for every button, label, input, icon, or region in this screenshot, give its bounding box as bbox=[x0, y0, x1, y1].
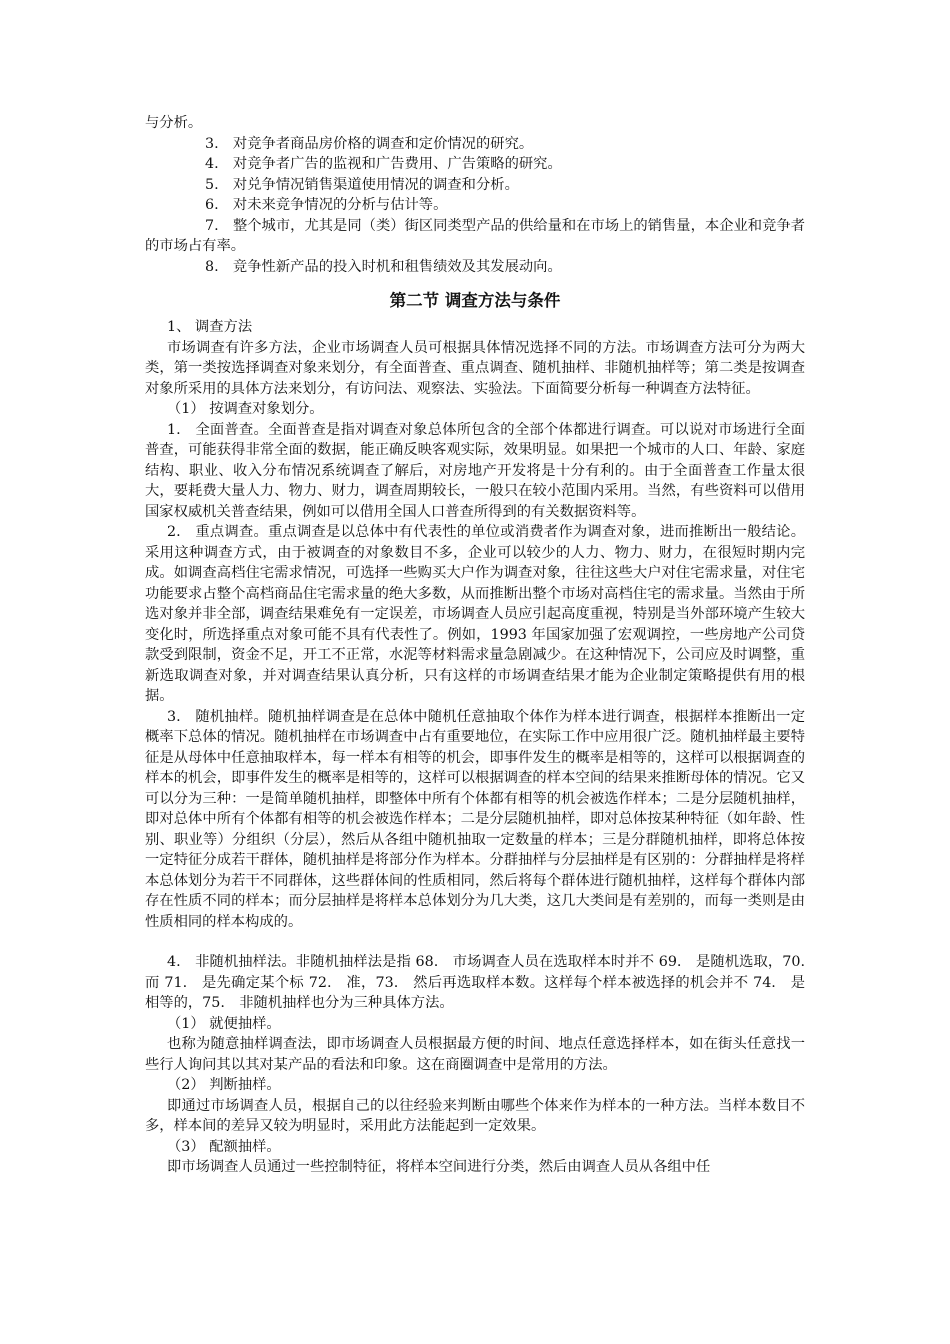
paragraph-nonrandom-sampling: 4. 非随机抽样法。非随机抽样法是指 68. 市场调查人员在选取样本时并不 69. 是随机选取，70. 而 71. 是先确定某个标 72. 准，73. 然后再选取样本数。这样每个样本被选择的机会并不 74. 是相等的，75. 非随机抽样也分为三种具体方法。 bbox=[145, 954, 820, 1011]
paragraph-key-survey: 2. 重点调查。重点调查是以总体中有代表性的单位或消费者作为调查对象，进而推断出一般结论。采用这种调查方式，由于被调查的对象数目不多，企业可以较少的人力、物力、财力，在很短时期内完成。如调查高档住宅需求情况，可选择一些购买大户作为调查对象，往往这些大户对住宅需求量，对住宅功能要求占整个高档商品住宅需求量的绝大多数，从而推断出整个市场对高档住宅的需求量。当然由于所选对象并非全部，调查结果难免有一定误差，市场调查人员应引起高度重视，特别是当外部环境产生较大变化时，所选择重点对象可能不具有代表性了。例如，1993 年国家加强了宏观调控，一些房地产公司贷款受到限制，资金不足，开工不正常，水泥等材料需求量急剧减少。在这种情况下，公司应及时调整，重新选取调查对象，并对调查结果认真分析，只有这样的市场调查结果才能为企业制定策略提供有用的根据。 bbox=[145, 524, 805, 704]
paragraph-census: 1. 全面普查。全面普查是指对调查对象总体所包含的全部个体都进行调查。可以说对市场进行全面普查，可能获得非常全面的数据，能正确反映客观实际，效果明显。如果把一个城市的人口、年龄、家庭结构、职业、收入分布情况系统调查了解后，对房地产开发将是十分有利的。由于全面普查工作量太很大，要耗费大量人力、物力、财力，调查周期较长，一般只在较小范围内采用。当然，有些资料可以借用国家权威机关普查结果，例如可以借用全国人口普查所得到的有关数据资料等。 bbox=[145, 421, 805, 520]
method-3-title: （3） 配额抽样。 bbox=[167, 1138, 281, 1155]
method-2-text: 即通过市场调查人员，根据自己的以往经验来判断由哪些个体来作为样本的一种方法。当样本数目不多，样本间的差异又较为明显时，采用此方法能起到一定效果。 bbox=[145, 1097, 805, 1134]
method-1-title: （1） 就便抽样。 bbox=[167, 1015, 281, 1032]
method-1-text: 也称为随意抽样调查法，即市场调查人员根据最方便的时间、地点任意选择样本，如在街头任意找一些行人询问其以其对某产品的看法和印象。这在商圈调查中是常用的方法。 bbox=[145, 1036, 805, 1073]
list-item-6: 6. 对未来竞争情况的分析与估计等。 bbox=[205, 197, 448, 213]
list-item-4: 4. 对竞争者广告的监视和广告费用、广告策略的研究。 bbox=[205, 156, 562, 172]
section-title: 第二节 调查方法与条件 bbox=[389, 291, 561, 310]
list-item-8: 8. 竞争性新产品的投入时机和租售绩效及其发展动向。 bbox=[205, 258, 562, 275]
list-item-7: 7. 整个城市，尤其是同（类）街区同类型产品的供给量和在市场上的销售量，本企业和竞争者的市场占有率。 bbox=[145, 217, 805, 254]
paragraph-continuation: 与分析。 bbox=[145, 115, 203, 131]
list-item-3: 3. 对竞争者商品房价格的调查和定价情况的研究。 bbox=[205, 135, 534, 152]
list-item-5: 5. 对兑争情况销售渠道使用情况的调查和分析。 bbox=[205, 176, 519, 193]
intro-paragraph: 市场调查有许多方法，企业市场调查人员可根据具体情况选择不同的方法。市场调查方法可分为两大类，第一类按选择调查对象来划分，有全面普查、重点调查、随机抽样、非随机抽样等；第二类是按调查对象所采用的具体方法来划分，有访问法、观察法、实验法。下面简要分析每一种调查方法特征。 bbox=[145, 339, 805, 397]
subheading-survey-methods: 1、 调查方法 bbox=[167, 319, 253, 335]
method-2-title: （2） 判断抽样。 bbox=[167, 1077, 281, 1093]
method-3-text: 即市场调查人员通过一些控制特征，将样本空间进行分类，然后由调查人员从各组中任 bbox=[167, 1159, 711, 1175]
subheading-by-object: （1） 按调查对象划分。 bbox=[167, 401, 324, 417]
paragraph-random-sampling: 3. 随机抽样。随机抽样调查是在总体中随机任意抽取个体作为样本进行调查，根据样本推断出一定概率下总体的情况。随机抽样在市场调查中占有重要地位，在实际工作中应用很广泛。随机抽样最主要特征是从母体中任意抽取样本，每一样本有相等的机会，即事件发生的概率是相等的，这样可以根据调查的样本的机会，即事件发生的概率是相等的，这样可以根据调查的样本空间的结果来推断母体的情况。它又可以分为三种：一是简单随机抽样，即整体中所有个体都有相等的机会被选作样本；二是分层随机抽样，即对总体中所有个体都有相等的机会被选作样本；二是分层随机抽样，即对总体按某种特征（如年龄、性别、职业等）分组织（分层），然后从各组中随机抽取一定数量的样本；三是分群随机抽样，即将总体按一定特征分成若干群体，随机抽样是将部分作为样本。分群抽样与分层抽样是有区别的：分群抽样是将样本总体划分为若干不同群体，这些群体间的性质相同，然后将每个群体进行随机抽样，这样每个群体内部存在性质不同的样本；而分层抽样是将样本总体划分为几大类，这几大类间是有差别的，而每一类则是由性质相同的样本构成的。 bbox=[145, 708, 805, 930]
document-body bbox=[145, 113, 820, 1178]
